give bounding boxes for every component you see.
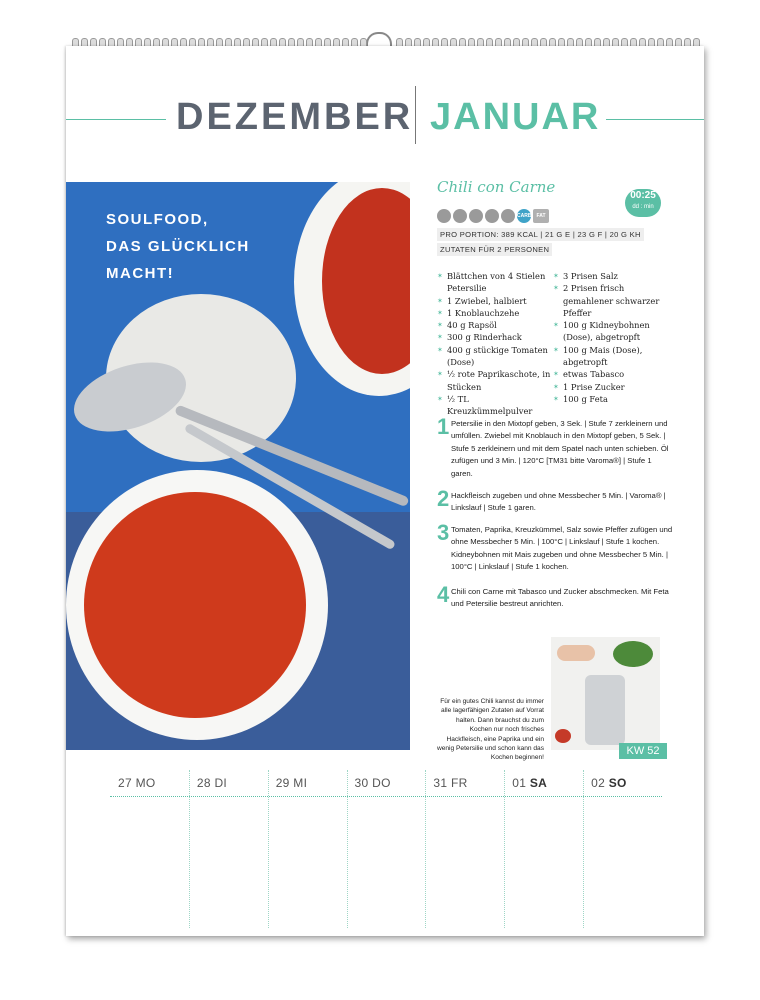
time-unit: dd : min [632, 204, 654, 210]
vegan-icon [453, 209, 467, 223]
day-number: 30 [354, 776, 369, 790]
chili-soup [84, 492, 306, 718]
slogan-line: SOULFOOD, [106, 211, 209, 228]
month-december: DEZEMBER [176, 96, 414, 138]
thermomix-machine [585, 675, 625, 745]
ingredients-right [553, 270, 663, 405]
servings-info: ZUTATEN FÜR 2 PERSONEN [437, 243, 552, 256]
header-rule-right [606, 119, 704, 120]
ingredient: ✶ ½ rote Paprikaschote, in Stücken [437, 368, 553, 393]
nutrition-info: PRO PORTION: 389 KCAL | 21 G E | 23 G F | 20 G KH [437, 228, 644, 241]
day-label [276, 776, 308, 790]
day-name: DI [214, 776, 228, 790]
day-divider [583, 770, 585, 928]
week-badge: KW 52 [619, 743, 667, 759]
tomato [555, 729, 571, 743]
top-bowl [294, 182, 410, 396]
low-carb-label: CARB [517, 212, 532, 219]
day-number: 31 [433, 776, 448, 790]
ingredient: ✶ 40 g Rapsöl [437, 319, 553, 331]
step-number: 1 [437, 414, 450, 439]
calendar-day[interactable] [189, 770, 268, 930]
lactose-free-icon [485, 209, 499, 223]
prep-time: 00:25 [630, 190, 656, 201]
ingredient: ✶ 100 g Kidneybohnen (Dose), abgetropft [553, 319, 663, 344]
day-label [355, 776, 391, 790]
calendar-day[interactable] [110, 770, 189, 930]
ingredient: ✶ 2 Prisen frisch gemahlener schwarzer Pfeffer [553, 282, 663, 319]
day-divider [504, 770, 506, 928]
kitchen-photo [551, 637, 660, 750]
ingredient: ✶ 1 Zwiebel, halbiert [437, 295, 553, 307]
low-carb-icon [517, 209, 531, 223]
slogan-line: DAS GLÜCKLICH [106, 238, 250, 255]
step-number: 3 [437, 520, 450, 545]
day-label [197, 776, 227, 790]
recipe-title: Chili con Carne [437, 178, 556, 196]
day-number: 28 [196, 776, 211, 790]
ingredient: ✶ 300 g Rinderhack [437, 331, 553, 343]
low-fat-label: FAT [536, 212, 546, 219]
time-badge [625, 189, 661, 217]
day-name: MI [293, 776, 308, 790]
month-january: JANUAR [430, 96, 601, 138]
calendar-day[interactable] [347, 770, 426, 930]
day-label [433, 776, 467, 790]
recipe-tip: Für ein gutes Chili kannst du immer alle lagerfähigen Zutaten auf Vorrat halten. Dann brauchst du zum Kochen nur noch frisches Hackfleisch, eine Paprika und ein wenig Petersilie und schon kann das Kochen beginnen! [436, 698, 544, 762]
slogan [106, 206, 250, 287]
header-rule-left [66, 119, 166, 120]
calendar-day[interactable] [583, 770, 662, 930]
step-text: Tomaten, Paprika, Kreuzkümmel, Salz sowie Pfeffer zufügen und ohne Messbecher 5 Min. | 100°C | Linkslauf | Stufe 1 kochen. Kidneybohnen mit Mais zugeben und ohne Messbecher 5 Min. | 100°C | Linkslauf | Stufe 1 kochen. [451, 525, 673, 572]
step-text: Chili con Carne mit Tabasco und Zucker abschmecken. Mit Feta und Petersilie bestreut anrichten. [451, 587, 669, 609]
ingredient: ✶ 3 Prisen Salz [553, 270, 663, 282]
step-text: Petersilie in den Mixtopf geben, 3 Sek. | Stufe 7 zerkleinern und umfüllen. Zwiebel mit Knoblauch in den Mixtopf geben, 5 Sek. | Stufe 5 zerkleinern und mit dem Spatel nach unten schieben. Öl zufügen und 3 Min. | 120°C [TM31 bitte Varoma®] | Stufe 1 garen. [451, 419, 669, 478]
day-name: SA [529, 776, 548, 790]
ingredients-left [437, 270, 553, 418]
day-divider [347, 770, 349, 928]
gluten-free-icon [469, 209, 483, 223]
ingredient: ✶ 100 g Mais (Dose), abgetropft [553, 344, 663, 369]
day-divider [425, 770, 427, 928]
day-label [118, 776, 156, 790]
day-number: 02 [591, 776, 606, 790]
day-divider [189, 770, 191, 928]
day-divider [268, 770, 270, 928]
month-separator [415, 86, 416, 144]
step-text: Hackfleisch zugeben und ohne Messbecher 5 Min. | Varoma® | Linkslauf | Stufe 1 garen. [451, 491, 666, 513]
calendar-day[interactable] [425, 770, 504, 930]
ingredient: ✶ ½ TL Kreuzkümmelpulver [437, 393, 553, 418]
day-number: 27 [118, 776, 132, 790]
ingredient: ✶ 1 Prise Zucker [553, 381, 663, 393]
ingredient: ✶ 1 Knoblauchzehe [437, 307, 553, 319]
hand [557, 645, 595, 661]
ingredient: ✶ 100 g Feta [553, 393, 663, 405]
diet-icons [437, 207, 551, 223]
ingredient: ✶ etwas Tabasco [553, 368, 663, 380]
day-label [591, 776, 627, 790]
step-number: 2 [437, 486, 450, 511]
step-number: 4 [437, 582, 450, 607]
day-name: SO [608, 776, 627, 790]
low-fat-icon [533, 209, 549, 223]
day-number: 29 [275, 776, 290, 790]
week-calendar [110, 770, 662, 938]
ingredient: ✶ 400 g stückige Tomaten (Dose) [437, 344, 553, 369]
day-label [512, 776, 547, 790]
ingredient: ✶ Blättchen von 4 Stielen Petersilie [437, 270, 553, 295]
egg-free-icon [501, 209, 515, 223]
herbs [613, 641, 653, 667]
main-bowl [66, 470, 328, 740]
day-name: FR [450, 776, 468, 790]
day-name: MO [135, 776, 156, 790]
calendar-day[interactable] [268, 770, 347, 930]
chili-soup [322, 188, 410, 374]
slogan-line: MACHT! [106, 265, 175, 282]
day-number: 01 [512, 776, 527, 790]
vegetarian-icon [437, 209, 451, 223]
calendar-day[interactable] [504, 770, 583, 930]
day-name: DO [372, 776, 391, 790]
